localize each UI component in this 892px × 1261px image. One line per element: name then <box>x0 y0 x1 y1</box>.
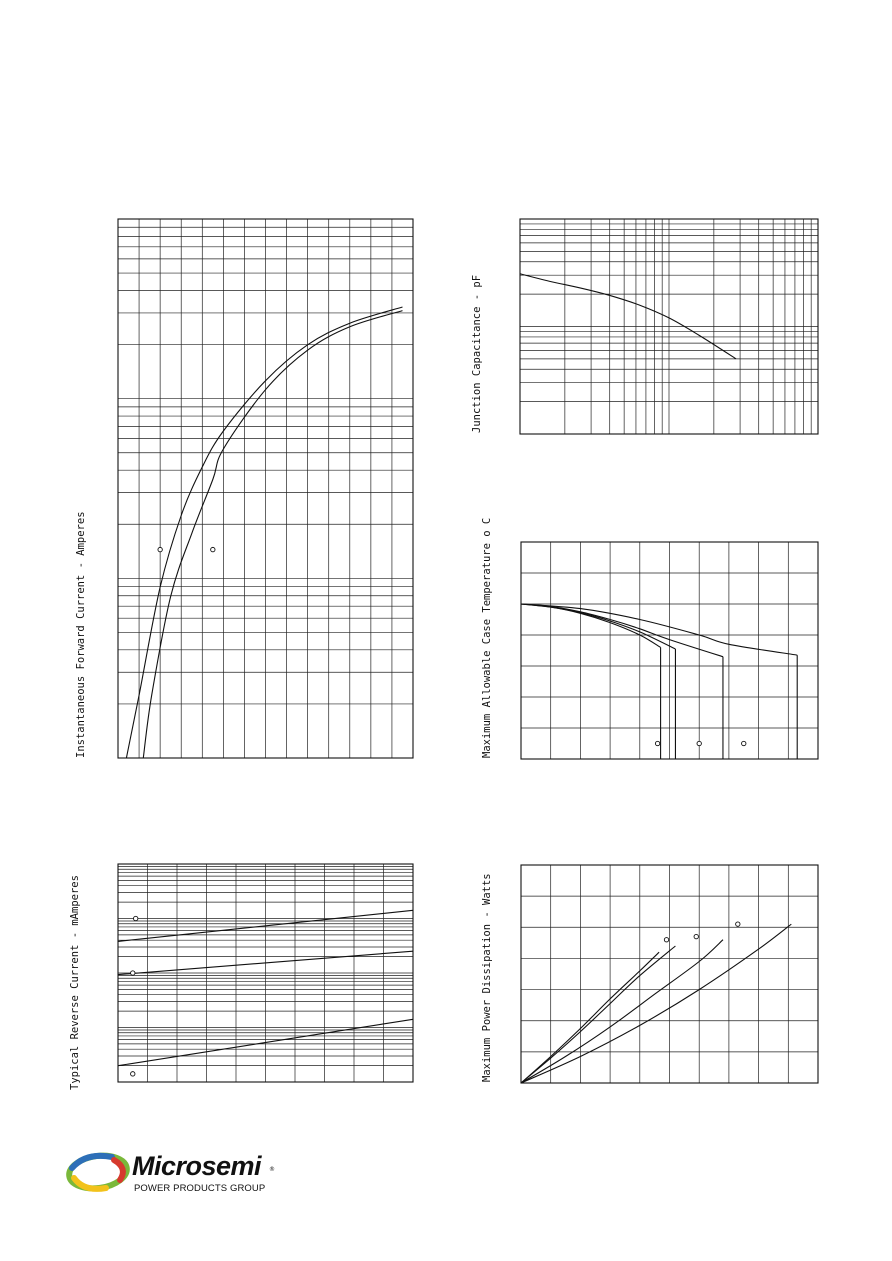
brand-registered-mark: ® <box>269 1166 275 1173</box>
reverse-current-marker-2 <box>131 1072 135 1076</box>
junction-capacitance-y-axis-label: Junction Capacitance - pF <box>471 274 483 433</box>
case-temperature-marker-0 <box>655 741 659 745</box>
case-temperature-y-axis-label: Maximum Allowable Case Temperature o C <box>481 517 493 758</box>
junction-capacitance-chart <box>471 219 818 434</box>
case-temperature-marker-2 <box>742 741 746 745</box>
reverse-current-marker-1 <box>131 971 135 975</box>
forward-current-series-0 <box>126 307 402 758</box>
case-temperature-series-3 <box>521 604 797 655</box>
junction-capacitance-series-0 <box>520 274 736 359</box>
power-dissipation-marker-0 <box>664 938 668 942</box>
power-dissipation-series-0 <box>521 952 659 1083</box>
forward-current-series-1 <box>143 311 402 758</box>
power-dissipation-series-2 <box>521 940 723 1083</box>
power-dissipation-marker-2 <box>736 922 740 926</box>
case-temperature-marker-1 <box>697 741 701 745</box>
power-dissipation-y-axis-label: Maximum Power Dissipation - Watts <box>481 873 493 1082</box>
power-dissipation-chart <box>481 865 818 1083</box>
power-dissipation-marker-1 <box>694 934 698 938</box>
forward-current-marker-0 <box>158 547 162 551</box>
brand-name: Microsemi <box>132 1151 262 1181</box>
reverse-current-chart <box>69 864 413 1090</box>
logo-center <box>84 1165 112 1179</box>
forward-current-chart <box>75 219 413 758</box>
microsemi-logo <box>66 1148 296 1198</box>
reverse-current-marker-0 <box>134 916 138 920</box>
forward-current-y-axis-label: Instantaneous Forward Current - Amperes <box>75 511 87 758</box>
brand-subtitle: POWER PRODUCTS GROUP <box>134 1183 266 1194</box>
reverse-current-y-axis-label: Typical Reverse Current - mAmperes <box>69 875 81 1090</box>
microsemi-logo-mark <box>66 1148 130 1196</box>
forward-current-marker-1 <box>211 547 215 551</box>
case-temperature-series-2 <box>521 604 723 657</box>
case-temperature-chart <box>481 518 818 759</box>
logo-arc-red <box>114 1160 123 1180</box>
